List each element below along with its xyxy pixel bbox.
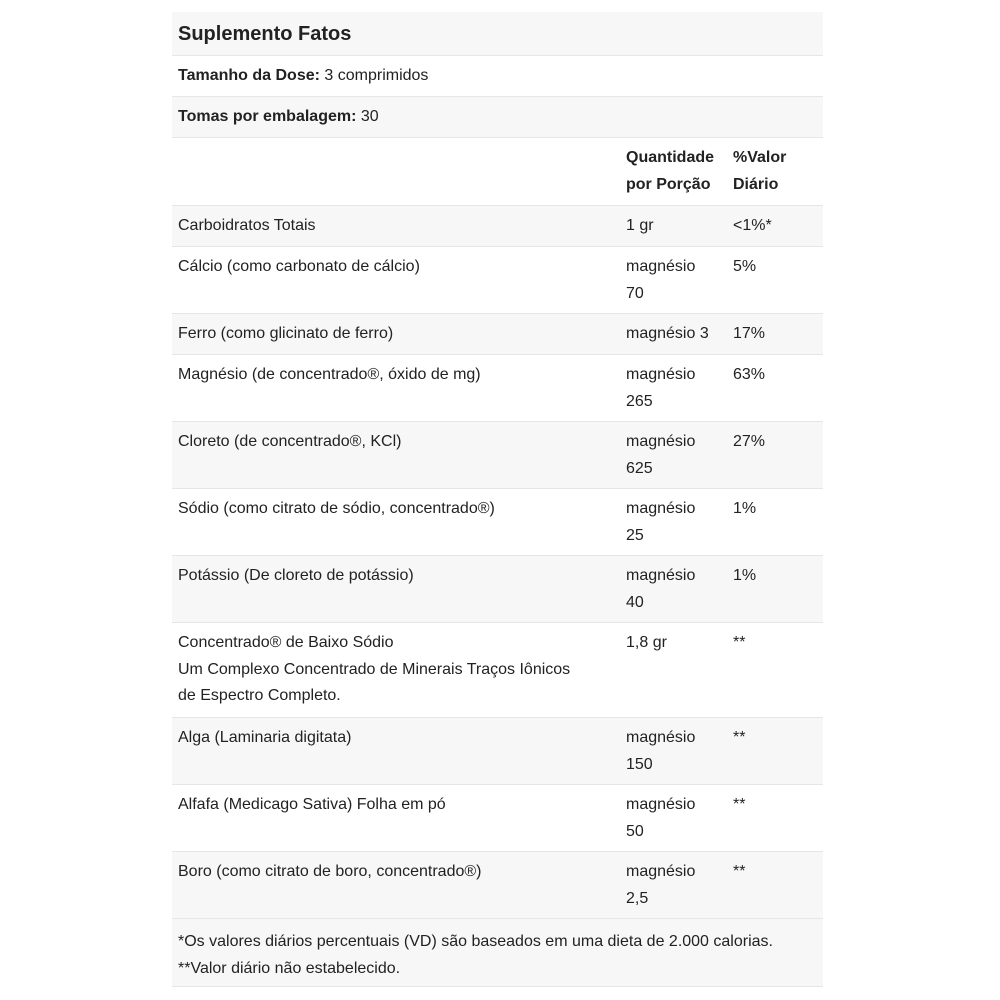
- nutrient-dv: 63%: [733, 366, 766, 383]
- table-row: [172, 422, 823, 489]
- nutrient-amount: magnésio 265: [626, 366, 696, 410]
- nutrient-dv: **: [733, 634, 746, 651]
- nutrient-dv: 17%: [733, 325, 766, 342]
- nutrient-name: Carboidratos Totais: [178, 217, 316, 234]
- nutrient-amount: magnésio 2,5: [626, 863, 696, 907]
- nutrient-dv: 1%: [733, 500, 757, 517]
- serving-size-label: Tamanho da Dose:: [178, 67, 320, 84]
- servings-per-container-label: Tomas por embalagem:: [178, 108, 357, 125]
- table-row: [172, 623, 823, 718]
- title-row: [172, 12, 823, 56]
- nutrient-dv: <1%*: [733, 217, 772, 234]
- nutrient-dv: 1%: [733, 567, 757, 584]
- column-header-row: [172, 138, 823, 206]
- table-row: [172, 785, 823, 852]
- nutrient-name: Cálcio (como carbonato de cálcio): [178, 258, 420, 275]
- nutrient-dv: **: [733, 863, 746, 880]
- table-row: [172, 718, 823, 785]
- table-row: [172, 247, 823, 314]
- nutrient-amount: magnésio 150: [626, 729, 696, 773]
- nutrient-name: Alfafa (Medicago Sativa) Folha em pó: [178, 796, 446, 813]
- nutrient-dv: 5%: [733, 258, 757, 275]
- serving-size-row: [172, 56, 823, 97]
- serving-size-value: 3 comprimidos: [319, 67, 429, 84]
- table-row: [172, 355, 823, 422]
- nutrient-name: Magnésio (de concentrado®, óxido de mg): [178, 366, 481, 383]
- table-title: Suplemento Fatos: [178, 23, 352, 45]
- nutrient-amount: magnésio 625: [626, 433, 696, 477]
- header-blank: [172, 138, 620, 205]
- table-row: [172, 556, 823, 623]
- table-row: [172, 489, 823, 556]
- nutrient-name: Alga (Laminaria digitata): [178, 729, 352, 746]
- nutrient-dv: **: [733, 729, 746, 746]
- nutrient-name: Concentrado® de Baixo Sódio Um Complexo Concentrado de Minerais Traços Iônicos de Espectro Completo.: [178, 634, 571, 704]
- nutrient-amount: magnésio 25: [626, 500, 696, 544]
- nutrient-name: Sódio (como citrato de sódio, concentrado®): [178, 500, 495, 517]
- footnotes: [172, 919, 823, 987]
- nutrient-amount: magnésio 50: [626, 796, 696, 840]
- daily-value-footnote: *Os valores diários percentuais (VD) são baseados em uma dieta de 2.000 calorias.: [178, 933, 773, 950]
- table-row: [172, 314, 823, 355]
- nutrient-amount: 1 gr: [626, 217, 654, 234]
- nutrient-name: Cloreto (de concentrado®, KCl): [178, 433, 402, 450]
- nutrient-amount: magnésio 70: [626, 258, 696, 302]
- header-amount: Quantidade por Porção: [626, 149, 715, 193]
- nutrient-amount: magnésio 40: [626, 567, 696, 611]
- servings-per-container-value: 30: [356, 108, 379, 125]
- header-daily-value: %Valor Diário: [733, 149, 787, 193]
- nutrient-name: Ferro (como glicinato de ferro): [178, 325, 394, 342]
- servings-per-container-row: [172, 97, 823, 138]
- table-row: [172, 852, 823, 919]
- table-row: [172, 206, 823, 247]
- nutrient-name: Boro (como citrato de boro, concentrado®): [178, 863, 482, 880]
- nutrient-dv: 27%: [733, 433, 766, 450]
- nutrient-amount: 1,8 gr: [626, 634, 667, 651]
- not-established-footnote: **Valor diário não estabelecido.: [178, 960, 401, 977]
- nutrient-name: Potássio (De cloreto de potássio): [178, 567, 414, 584]
- supplement-facts-table: [172, 12, 823, 987]
- nutrient-amount: magnésio 3: [626, 325, 709, 342]
- nutrient-dv: **: [733, 796, 746, 813]
